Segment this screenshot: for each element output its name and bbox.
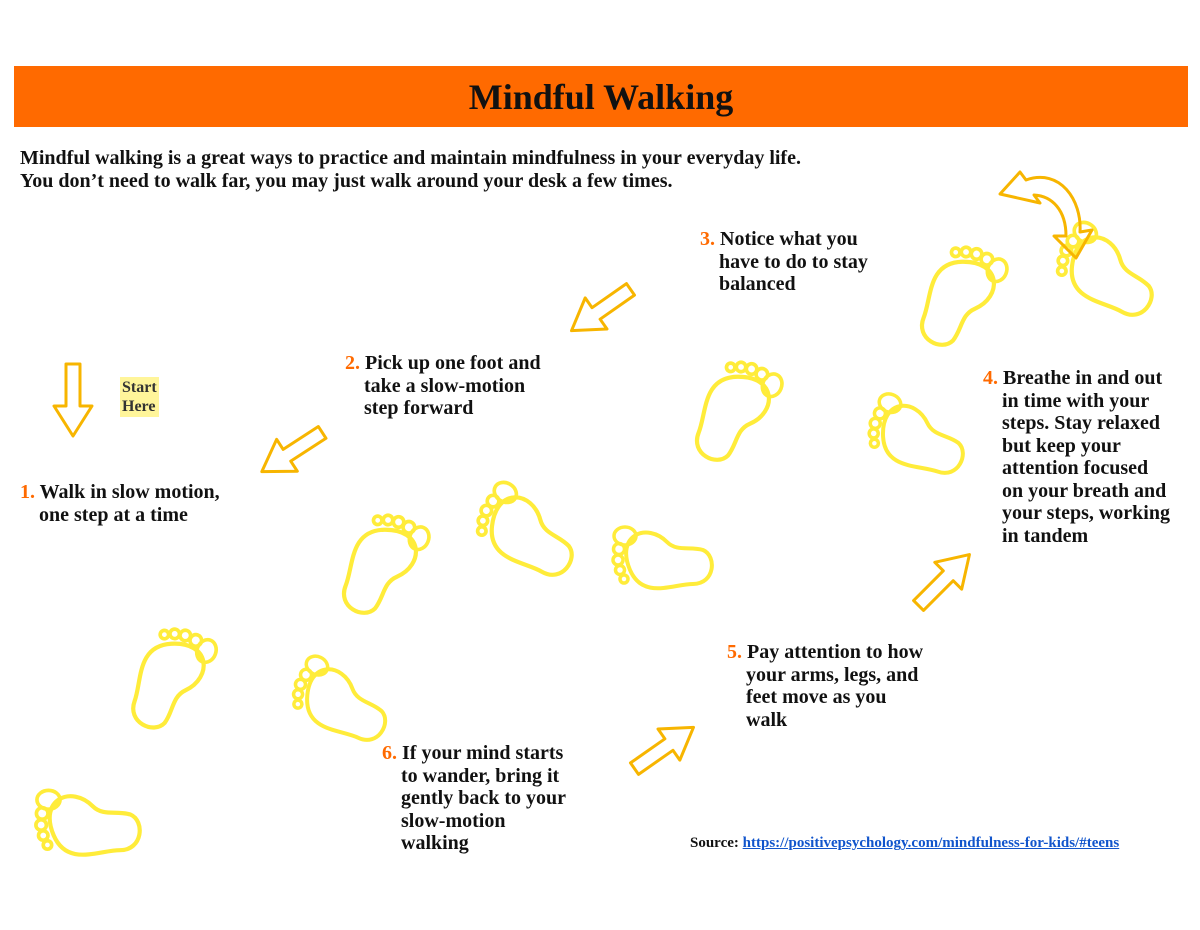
direction-arrow (905, 541, 983, 619)
step-4: 4. Breathe in and out in time with your steps. Stay relaxed but keep your attention focused on your breath and your steps, working in tandem (983, 367, 1170, 547)
source-label: Source: (690, 835, 739, 851)
step-1: 1. Walk in slow motion, one step at a time (20, 481, 220, 526)
title-banner (14, 66, 1188, 127)
footprint (467, 478, 589, 586)
footprint (334, 506, 433, 626)
footprint (36, 790, 140, 854)
step-5: 5. Pay attention to how your arms, legs, and feet move as you walk (727, 641, 924, 731)
footprint (912, 238, 1011, 358)
intro-line: Mindful walking is a great ways to practice and maintain mindfulness in your everyday life. (20, 147, 801, 169)
footprint (284, 652, 400, 749)
intro-text (20, 147, 1020, 193)
page-title: Mindful Walking (468, 76, 734, 117)
direction-arrow (251, 416, 332, 487)
intro-line: You don’t need to walk far, you may just walk around your desk a few times. (20, 170, 673, 192)
start-arrow (54, 364, 92, 436)
direction-arrow (624, 712, 705, 784)
step-2: 2. Pick up one foot and take a slow-motion step forward (345, 352, 541, 419)
step-6: 6. If your mind starts to wander, bring it gently back to your slow-motion walking (382, 742, 566, 854)
footprint (613, 527, 712, 588)
source-link[interactable]: https://positivepsychology.com/mindfulness-for-kids/#teens (742, 835, 1120, 851)
step-number: 2. (345, 352, 360, 374)
footprint (124, 620, 220, 740)
step-number: 4. (983, 367, 998, 389)
footprint (861, 391, 975, 482)
source-citation (690, 835, 1119, 852)
step-3: 3. Notice what you have to do to stay balanced (700, 228, 868, 295)
step-number: 3. (700, 228, 715, 250)
step-number: 1. (20, 481, 35, 503)
step-number: 5. (727, 641, 742, 663)
footprint (687, 353, 786, 473)
start-here-label: Start Here (122, 379, 157, 415)
direction-arrow (561, 274, 642, 346)
step-number: 6. (382, 742, 397, 764)
